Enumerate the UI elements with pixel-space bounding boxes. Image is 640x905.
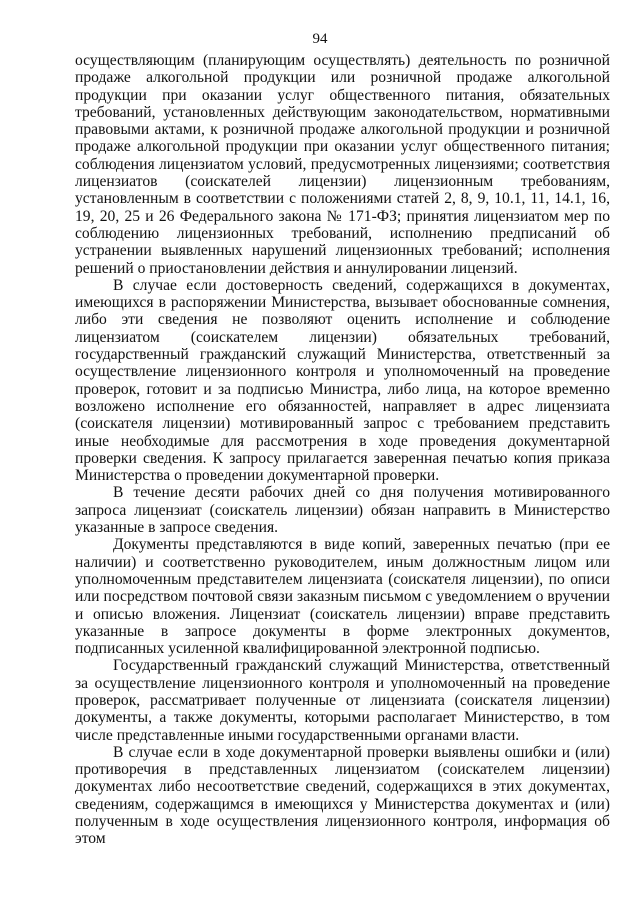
paragraph-errors-found: В случае если в ходе документарной проверки выявлены ошибки и (или) противоречия в представленных лицензиатом (соискателем лицензии) документах либо несоответствие сведений, содержащихся в этих документах, сведениям, содержащимся в имеющихся у Министерства документах и (или) полученным в ходе осуществления лицензионного контроля, информация об этом bbox=[75, 743, 610, 848]
paragraph-continuation: осуществляющим (планирующим осуществлять) деятельность по розничной продаже алкогольной продукции или розничной продаже алкогольной продукции при оказании услуг общественного питания, обязательных требований, установленных действующим законодательством, нормативными правовыми актами, к розничной продаже алкогольной продукции и розничной продаже алкогольной продукции при оказании услуг общественного питания; соблюдения лицензиатом условий, предусмотренных лицензиями; соответствия лицензиатов (соискателей лицензии) лицензионным требованиям, установленным в соответствии с положениями статей 2, 8, 9, 10.1, 11, 14.1, 16, 19, 20, 25 и 26 Федерального закона № 171-ФЗ; принятия лицензиатом мер по соблюдению лицензионных требований, исполнению предписаний об устранении выявленных нарушений лицензионных требований; исполнения решений о приостановлении действия и аннулировании лицензий. bbox=[75, 52, 610, 277]
document-body bbox=[75, 52, 610, 848]
paragraph-info-request: В случае если достоверность сведений, содержащихся в документах, имеющихся в распоряжении Министерства, вызывает обоснованные сомнения, либо эти сведения не позволяют оценить исполнение и соблюдение лицензиатом (соискателем лицензии) обязательных требований, государственный гражданский служащий Министерства, ответственный за осуществление лицензионного контроля и уполномоченный на проведение проверок, готовит и за подписью Министра, либо лица, на которое временно возложено исполнение его обязанностей, направляет в адрес лицензиата (соискателя лицензии) мотивированный запрос с требованием представить иные необходимые для рассмотрения в ходе проведения документарной проверки сведения. К запросу прилагается заверенная печатью копия приказа Министерства о проведении документарной проверки. bbox=[75, 276, 610, 485]
paragraph-document-review: Государственный гражданский служащий Министерства, ответственный за осуществление лицензионного контроля и уполномоченный на проведение проверок, рассматривает полученные от лицензиата (соискателя лицензии) документы, а также документы, которыми располагает Министерство, в том числе представленные иными государственными органами власти. bbox=[75, 657, 610, 744]
paragraph-document-submission: Документы представляются в виде копий, заверенных печатью (при ее наличии) и соответственно руководителем, иным должностным лицом или уполномоченным представителем лицензиата (соискателя лицензии), по описи или посредством почтовой связи заказным письмом с уведомлением о вручении и описью вложения. Лицензиат (соискатель лицензии) вправе представить указанные в запросе документы в форме электронных документов, подписанных усиленной квалифицированной электронной подписью. bbox=[75, 536, 610, 658]
page-number: 94 bbox=[312, 31, 328, 47]
paragraph-response-deadline: В течение десяти рабочих дней со дня получения мотивированного запроса лицензиат (соискатель лицензии) обязан направить в Министерство указанные в запросе сведения. bbox=[75, 484, 610, 537]
